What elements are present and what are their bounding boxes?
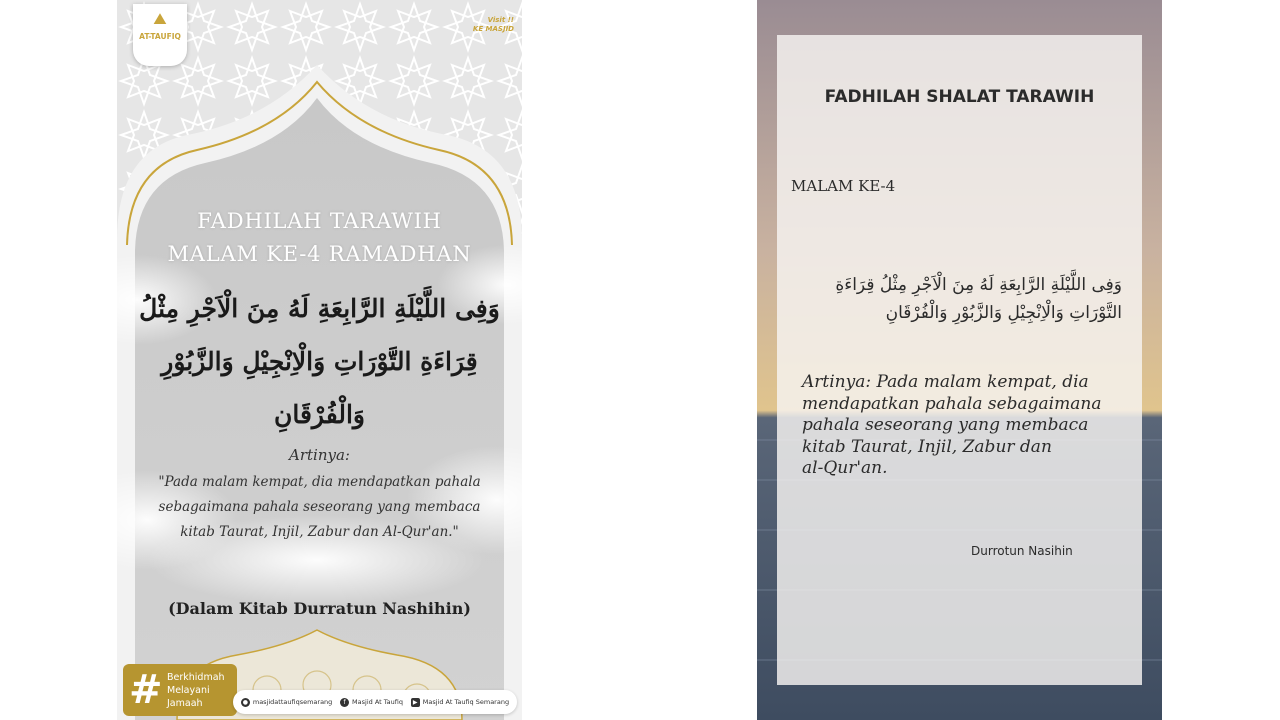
artinya-line: kitab Taurat, Injil, Zabur dan — [802, 436, 1052, 457]
artinya-line: mendapatkan pahala sebagaimana — [802, 393, 1102, 414]
social-youtube — [411, 698, 509, 707]
arabic-text-line-3: وَالْفُرْقَانِ — [273, 400, 365, 429]
visit-masjid-tag — [458, 16, 514, 34]
social-instagram — [241, 698, 332, 707]
arabic-text-line-2: قِرَاءَةِ التَّوْرَاتِ وَالْاِنْجِيْلِ وَالزَّبُوْرِ — [161, 347, 478, 376]
instagram-icon: ● — [242, 698, 248, 706]
facebook-icon: f — [340, 698, 349, 707]
social-media-bar — [233, 690, 517, 714]
hashtag-badge — [123, 664, 237, 716]
right-poster — [757, 0, 1162, 720]
visit-tag-line: Visit !! — [487, 16, 514, 24]
poster-title-line-1: FADHILAH TARAWIH — [197, 209, 442, 233]
visit-tag-line: KE MASJID — [472, 25, 514, 33]
hashtag-icon: # — [129, 667, 163, 713]
card-title: FADHILAH SHALAT TARAWIH — [824, 87, 1095, 107]
author-credit: Durrotun Nasihin — [971, 544, 1073, 558]
malam-label: MALAM KE-4 — [791, 177, 896, 195]
youtube-icon: ▶ — [411, 698, 420, 707]
mosque-icon: ⛰ — [153, 9, 167, 28]
social-facebook — [340, 698, 403, 707]
hashtag-line: Jamaah — [167, 698, 203, 709]
arabic-text-line-1: وَفِى اللَّيْلَةِ الرَّابِعَةِ لَهُ مِنَ الْاَجْرِ مِثْلُ قِرَاءَةِ — [835, 275, 1122, 295]
hashtag-line: Berkhidmah — [167, 672, 225, 683]
artinya-translation: "Pada malam kempat, dia mendapatkan pahala sebagaimana pahala seseorang yang membaca kitab Taurat, Injil, Zabur dan Al-Qur'an." — [158, 474, 481, 540]
logo-text: AT-TAUFIQ — [139, 32, 181, 41]
at-taufiq-logo — [133, 4, 187, 66]
social-label: Masjid At Taufiq — [352, 698, 403, 706]
text-card — [777, 35, 1142, 685]
artinya-line: Artinya: Pada malam kempat, dia — [802, 372, 1089, 392]
artinya-label: Artinya: — [289, 446, 350, 464]
poster-title-line-2: MALAM KE-4 RAMADHAN — [167, 242, 472, 266]
artinya-translation — [802, 372, 1122, 480]
social-label: masjidattaufiqsemarang — [252, 698, 333, 706]
social-label: Masjid At Taufiq Semarang — [422, 698, 510, 706]
artinya-line: al-Qur'an. — [802, 458, 888, 478]
artinya-line: pahala seseorang yang membaca — [802, 415, 1089, 435]
arabic-text-line-1: وَفِى اللَّيْلَةِ الرَّابِعَةِ لَهُ مِنَ الْاَجْرِ مِثْلُ — [139, 294, 500, 323]
source-reference: (Dalam Kitab Durratun Nashihin) — [168, 599, 471, 618]
left-poster — [117, 0, 522, 720]
arabic-text-line-2: التَّوْرَاتِ وَالْاِنْجِيْلِ وَالزَّبُوْرِ وَالْفُرْقَانِ — [885, 303, 1122, 323]
hashtag-line: Melayani — [167, 685, 210, 696]
